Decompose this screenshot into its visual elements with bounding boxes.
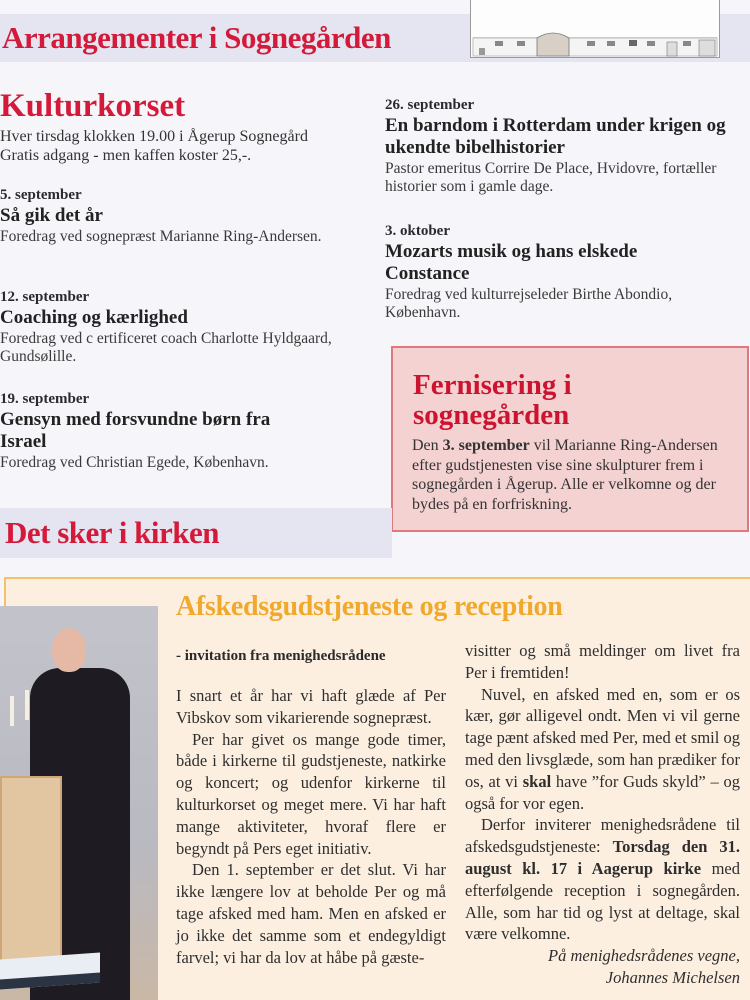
event-description: Pastor emeritus Corrire De Place, Hvidovre, fortæller historier som i gamle dage. <box>385 160 717 195</box>
article-paragraph: Den 1. september er det slut. Vi har ikke længere lov at beholde Per og må tage afsked med ham. Men en afsked er jo ikke det samme som et endegyldigt farvel; vi har da lov at håbe på gæste- <box>176 860 446 967</box>
event-description: Foredrag ved Christian Egede, København. <box>0 454 269 471</box>
event-datetime: Torsdag den 31. august kl. 17 i Aagerup kirke <box>465 837 740 878</box>
pulpit <box>0 776 62 962</box>
fernisering-text <box>412 436 742 514</box>
event-title: Mozarts musik og hans elskede Constance <box>385 241 638 284</box>
event-title: En barndom i Rotterdam under krigen og ukendte bibelhistorier <box>385 115 726 158</box>
emphasis-text: skal <box>522 771 552 791</box>
page-title: Arrangementer i Sognegården <box>2 20 391 55</box>
article-paragraph: visitter og små meldinger om livet fra Per i fremtiden! <box>465 641 740 682</box>
event-title: Så gik det år <box>0 205 103 226</box>
event-date: 26. september <box>385 97 475 113</box>
event-title: Gensyn med forsvundne børn fra Israel <box>0 409 271 452</box>
text-span: Nuvel, en afsked med en, som er os kær, gør alligevel ondt. Men vi vil gerne tage pænt afsked med Per, med et smil og med den livsglæde, som han prædiker for os, at vi <box>465 684 740 791</box>
signature-line: På menighedsrådenes vegne, <box>548 946 740 966</box>
event-item <box>385 222 750 322</box>
event-date: 3. oktober <box>385 223 450 239</box>
event-description: Foredrag ved kulturrejseleder Birthe Abondio, København. <box>385 286 673 321</box>
candle-icon <box>25 690 29 720</box>
event-item <box>0 186 375 246</box>
fernisering-box <box>391 346 749 532</box>
fernisering-text-end: vil Marianne Ring-Andersen efter gudstjenesten vise sine skulpturer frem i sognegården i Ågerup. Alle er velkomne og der bydes på en forfriskning. <box>412 437 718 513</box>
article-paragraph <box>465 814 740 945</box>
article-paragraph: Per har givet os mange gode timer, både i kirkerne til gudstjeneste, natkirke og koncert; og udenfor kirkerne til kulturkorset og meget mere. Vi har haft mange aktiviteter, hvoraf flere er begyndt på Pers eget initiativ. <box>176 729 446 858</box>
article-column-left <box>176 685 446 968</box>
person-head <box>52 628 86 672</box>
kulturkorset-schedule: Hver tirsdag klokken 19.00 i Ågerup Sognegård <box>0 128 308 145</box>
event-item <box>0 390 375 472</box>
article-subtitle: - invitation fra menighedsrådene <box>176 648 386 664</box>
event-date: 19. september <box>0 391 90 407</box>
event-item <box>385 96 750 196</box>
fernisering-title: Fernisering i sognegården <box>413 369 572 431</box>
event-description: Foredrag ved c ertificeret coach Charlotte Hyldgaard, Gundsølille. <box>0 330 332 365</box>
article-paragraph: I snart et år har vi haft glæde af Per Vibskov som vikarierende sognepræst. <box>176 686 446 727</box>
event-description: Foredrag ved sognepræst Marianne Ring-Andersen. <box>0 228 322 245</box>
event-item <box>0 288 375 366</box>
kulturkorset-price: Gratis adgang - men kaffen koster 25,-. <box>0 147 252 164</box>
event-title: Coaching og kærlighed <box>0 307 188 328</box>
event-date: 5. september <box>0 187 82 203</box>
building-illustration <box>470 0 720 58</box>
kulturkorset-info <box>0 127 308 165</box>
article-title: Afskedsgudstjeneste og reception <box>176 591 563 622</box>
kulturkorset-title: Kulturkorset <box>0 88 186 124</box>
fernisering-date: 3. september <box>442 437 530 454</box>
fernisering-text-start: Den <box>412 437 443 454</box>
text-span: have ”for Guds skyld” – og også for vor egen. <box>465 771 740 813</box>
candle-icon <box>10 696 14 726</box>
text-span: Derfor inviterer menighedsrådene til afskedsgudstjeneste: <box>465 815 740 857</box>
pastor-photo <box>0 606 158 1000</box>
article-paragraph <box>465 684 740 815</box>
text-span: med efterfølgende reception i sognegården. Alle, som har tid og lyst at deltage, skal være velkomne. <box>465 858 740 944</box>
section-title: Det sker i kirken <box>5 515 219 550</box>
article-column-right <box>465 640 740 989</box>
event-date: 12. september <box>0 289 90 305</box>
signature-name: Johannes Michelsen <box>605 967 740 987</box>
